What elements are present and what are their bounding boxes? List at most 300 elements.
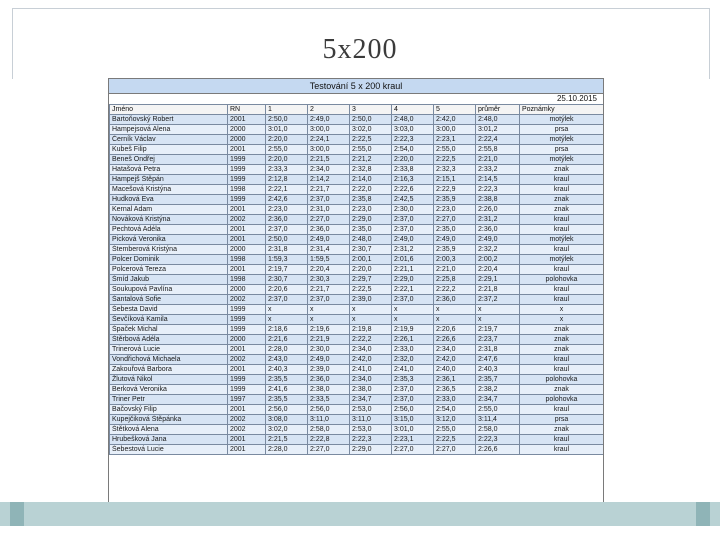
cell-value: 2:21,0 [476,155,520,165]
cell-value: 2:30,0 [392,205,434,215]
cell-value: 2:29,0 [350,445,392,455]
cell-note: znak [520,205,604,215]
table-row [110,445,604,455]
cell-value: 2:50,0 [350,115,392,125]
cell-value: 2:53,0 [350,425,392,435]
cell-name: Picková Veronika [110,235,228,245]
table-row [110,345,604,355]
cell-value: 2001 [228,145,266,155]
cell-note: znak [520,165,604,175]
cell-value: 1998 [228,185,266,195]
table-row [110,155,604,165]
cell-value: 2:34,0 [308,165,350,175]
cell-value: 2:55,0 [434,145,476,155]
cell-value: 2:33,2 [476,165,520,175]
cell-value: 2002 [228,415,266,425]
cell-value: 2:35,0 [434,225,476,235]
cell-value: 2000 [228,285,266,295]
cell-note: znak [520,325,604,335]
table-row [110,375,604,385]
cell-value: 2:29,0 [392,275,434,285]
cell-value: 1999 [228,385,266,395]
footer-mark-left [10,502,24,526]
cell-value: 2:33,8 [392,165,434,175]
col-header-average: průměr [476,105,520,115]
cell-name: Hampejsová Alena [110,125,228,135]
cell-value: 2:36,0 [434,295,476,305]
cell-value: 2:22,3 [476,435,520,445]
cell-value: 2:41,0 [392,365,434,375]
cell-value: 2:23,0 [266,205,308,215]
cell-value: 2000 [228,245,266,255]
cell-value: 2:21,7 [308,185,350,195]
cell-note: kraul [520,405,604,415]
col-header-3: 3 [350,105,392,115]
cell-value: 2:24,1 [308,135,350,145]
cell-value: 2:22,6 [392,185,434,195]
table-row [110,245,604,255]
cell-value: 2:53,0 [350,405,392,415]
cell-name: Šebestová Lucie [110,445,228,455]
cell-note: prsa [520,125,604,135]
cell-value: 2:27,0 [308,215,350,225]
cell-note: polohovka [520,395,604,405]
cell-value: 2:22,3 [392,135,434,145]
cell-value: 2:27,0 [308,445,350,455]
cell-value: 3:01,0 [392,425,434,435]
cell-value: 2:22,5 [434,435,476,445]
table-row [110,295,604,305]
cell-value: 2:47,6 [476,355,520,365]
cell-value: 2:33,0 [434,395,476,405]
cell-value: 1998 [228,255,266,265]
cell-value: 2:00,2 [476,255,520,265]
cell-value: 2:58,0 [308,425,350,435]
cell-value: x [392,305,434,315]
cell-value: 3:11,4 [476,415,520,425]
cell-value: 2:22,1 [392,285,434,295]
spreadsheet [108,78,604,526]
cell-name: Bačovský Filip [110,405,228,415]
cell-value: 2:56,0 [308,405,350,415]
cell-value: 2:40,3 [266,365,308,375]
cell-note: znak [520,425,604,435]
cell-value: 2:23,0 [434,205,476,215]
cell-value: 2:36,0 [308,225,350,235]
table-row [110,215,604,225]
cell-value: 2:29,7 [350,275,392,285]
cell-value: 2:34,0 [434,345,476,355]
cell-value: 2001 [228,115,266,125]
cell-value: 2:20,0 [392,155,434,165]
cell-value: 2:31,0 [308,205,350,215]
slide-title: 5x200 [322,34,398,65]
cell-value: 2:42,5 [392,195,434,205]
cell-value: 2:55,0 [476,405,520,415]
table-row [110,355,604,365]
cell-name: Šebesta David [110,305,228,315]
cell-name: Polcerová Tereza [110,265,228,275]
cell-value: 2:23,1 [392,435,434,445]
cell-note: kraul [520,225,604,235]
cell-value: 2:22,2 [434,285,476,295]
cell-value: 2:37,0 [392,215,434,225]
table-row [110,205,604,215]
cell-value: 2:20,6 [434,325,476,335]
cell-note: kraul [520,355,604,365]
cell-note: x [520,315,604,325]
cell-value: 1999 [228,155,266,165]
cell-value: 2:21,6 [266,335,308,345]
cell-note: polohovka [520,375,604,385]
cell-value: 2:49,0 [308,115,350,125]
cell-value: 2:35,0 [350,225,392,235]
cell-value: 2:36,1 [434,375,476,385]
cell-value: 3:03,0 [392,125,434,135]
col-header-year: RN [228,105,266,115]
cell-value: 2:22,3 [350,435,392,445]
cell-value: 2002 [228,215,266,225]
cell-value: 2:54,0 [434,405,476,415]
cell-name: Šantalová Sofie [110,295,228,305]
cell-note: motýlek [520,115,604,125]
cell-value: 2:37,0 [266,225,308,235]
cell-value: x [392,315,434,325]
cell-value: 2:58,0 [476,425,520,435]
cell-value: 2:14,0 [350,175,392,185]
cell-value: 2:55,0 [434,425,476,435]
cell-name: Bartoňovský Robert [110,115,228,125]
cell-value: 2:42,0 [434,115,476,125]
table-row [110,305,604,315]
cell-value: 1999 [228,195,266,205]
cell-value: 2:49,0 [308,235,350,245]
table-body [110,115,604,455]
cell-value: 2:35,7 [476,375,520,385]
cell-value: 2:31,2 [392,245,434,255]
cell-value: 2:37,0 [392,225,434,235]
cell-value: 2:33,0 [392,345,434,355]
cell-name: Hampejš Štěpán [110,175,228,185]
cell-value: 2:28,0 [266,445,308,455]
table-row [110,195,604,205]
cell-value: 2:33,5 [308,395,350,405]
cell-value: 2:22,1 [266,185,308,195]
results-table [109,104,604,455]
col-header-2: 2 [308,105,350,115]
cell-value: 2:19,7 [266,265,308,275]
cell-name: Triner Petr [110,395,228,405]
cell-value: 2:39,0 [350,295,392,305]
cell-value: 2:55,0 [350,145,392,155]
cell-value: 2:43,0 [266,355,308,365]
table-row [110,115,604,125]
cell-value: 2:38,8 [476,195,520,205]
cell-value: 1:59,5 [308,255,350,265]
cell-value: 3:08,0 [266,415,308,425]
cell-value: 2:14,5 [476,175,520,185]
cell-value: 2000 [228,335,266,345]
cell-value: 2:15,1 [434,175,476,185]
cell-value: 2:37,0 [308,195,350,205]
cell-value: 3:00,0 [308,145,350,155]
cell-note: kraul [520,215,604,225]
cell-note: prsa [520,415,604,425]
cell-value: 2:26,6 [476,445,520,455]
cell-value: 2:31,4 [308,245,350,255]
cell-value: 2:35,8 [350,195,392,205]
cell-name: Trinerová Lucie [110,345,228,355]
cell-value: 2:28,0 [266,345,308,355]
cell-value: 2:19,9 [392,325,434,335]
cell-name: Hudková Eva [110,195,228,205]
cell-value: 2:20,4 [308,265,350,275]
cell-value: 2:42,6 [266,195,308,205]
cell-value: 2:48,0 [350,235,392,245]
cell-value: 2:23,1 [434,135,476,145]
cell-name: Pechtová Adéla [110,225,228,235]
cell-value: x [266,305,308,315]
cell-value: 1:59,3 [266,255,308,265]
cell-value: 2:41,0 [350,365,392,375]
cell-value: 2:39,0 [308,365,350,375]
cell-value: 3:02,0 [266,425,308,435]
cell-value: 2002 [228,425,266,435]
cell-value: 2:27,0 [434,215,476,225]
cell-value: 2:55,0 [266,145,308,155]
cell-note: kraul [520,245,604,255]
cell-value: 1999 [228,375,266,385]
cell-value: 2:50,0 [266,115,308,125]
cell-value: 2001 [228,445,266,455]
table-row [110,325,604,335]
table-row [110,175,604,185]
cell-value: x [308,305,350,315]
cell-value: 2:48,0 [476,115,520,125]
cell-name: Štemberová Kristýna [110,245,228,255]
cell-value: 1997 [228,395,266,405]
cell-value: 2:22,4 [476,135,520,145]
cell-value: 2:30,3 [308,275,350,285]
cell-value: 2:20,4 [476,265,520,275]
cell-value: 2:36,0 [308,375,350,385]
cell-value: 2:20,0 [266,155,308,165]
col-header-4: 4 [392,105,434,115]
cell-value: 2:30,0 [308,345,350,355]
table-row [110,415,604,425]
cell-value: 2:21,5 [308,155,350,165]
cell-value: 2:36,5 [434,385,476,395]
cell-name: Nováková Kristýna [110,215,228,225]
cell-value: 2000 [228,135,266,145]
cell-value: 2:38,2 [476,385,520,395]
cell-value: 2002 [228,355,266,365]
cell-value: 2:32,0 [392,355,434,365]
cell-value: 2:49,0 [434,235,476,245]
cell-note: polohovka [520,275,604,285]
cell-value: 2:22,0 [350,185,392,195]
cell-value: 2:49,0 [476,235,520,245]
cell-note: kraul [520,285,604,295]
cell-value: 2:22,5 [350,135,392,145]
table-row [110,395,604,405]
cell-value: 2:31,8 [476,345,520,355]
cell-value: 2001 [228,345,266,355]
table-row [110,145,604,155]
cell-value: 2:40,3 [476,365,520,375]
cell-value: 2:20,0 [266,135,308,145]
cell-value: 2:16,3 [392,175,434,185]
cell-value: 2:27,0 [392,445,434,455]
cell-name: Žlutová Nikol [110,375,228,385]
cell-value: 3:11,0 [350,415,392,425]
cell-value: x [308,315,350,325]
cell-value: x [350,305,392,315]
cell-name: Beneš Ondřej [110,155,228,165]
cell-value: 2:22,2 [350,335,392,345]
cell-value: 2:27,0 [434,445,476,455]
cell-value: 2:22,3 [476,185,520,195]
cell-value: 2:25,8 [434,275,476,285]
table-row [110,125,604,135]
cell-value: 2:54,0 [392,145,434,155]
cell-name: Štětková Alena [110,425,228,435]
cell-value: 2:37,0 [392,295,434,305]
table-row [110,385,604,395]
cell-value: 2:29,1 [476,275,520,285]
cell-value: 2:32,8 [350,165,392,175]
cell-value: 2:38,0 [350,385,392,395]
cell-name: Hrubešková Jana [110,435,228,445]
table-row [110,315,604,325]
table-row [110,435,604,445]
cell-value: 2:30,7 [350,245,392,255]
header-row [110,105,604,115]
cell-value: 1999 [228,325,266,335]
table-row [110,275,604,285]
cell-value: 2:55,8 [476,145,520,155]
cell-name: Ševčíková Kamila [110,315,228,325]
cell-value: 2000 [228,125,266,135]
cell-value: 2:22,5 [434,155,476,165]
cell-value: 2:34,0 [350,375,392,385]
cell-note: prsa [520,145,604,155]
cell-name: Kupejčiková Štěpánka [110,415,228,425]
cell-note: znak [520,345,604,355]
cell-value: 1999 [228,305,266,315]
cell-value: 3:00,0 [308,125,350,135]
table-row [110,255,604,265]
cell-value: 2:33,3 [266,165,308,175]
col-header-5: 5 [434,105,476,115]
cell-value: x [266,315,308,325]
cell-name: Štěrbová Adéla [110,335,228,345]
cell-name: Černík Václav [110,135,228,145]
table-row [110,285,604,295]
cell-value: 2:36,0 [476,225,520,235]
cell-name: Šmíd Jakub [110,275,228,285]
cell-name: Kubeš Filip [110,145,228,155]
cell-note: znak [520,195,604,205]
cell-value: 2:12,8 [266,175,308,185]
cell-value: 2:21,0 [434,265,476,275]
cell-value: 2:56,0 [266,405,308,415]
cell-value: 2001 [228,365,266,375]
cell-value: 3:02,0 [350,125,392,135]
cell-value: 2:49,0 [308,355,350,365]
cell-note: kraul [520,435,604,445]
cell-value: 2:37,0 [392,385,434,395]
cell-note: kraul [520,185,604,195]
cell-note: motýlek [520,155,604,165]
cell-value: 2:01,6 [392,255,434,265]
cell-value: 2:35,5 [266,395,308,405]
cell-value: 2:34,0 [350,345,392,355]
table-row [110,135,604,145]
cell-value: 2:32,2 [476,245,520,255]
cell-value: 2:22,5 [350,285,392,295]
cell-value: 2:37,0 [308,295,350,305]
cell-value: 2:35,5 [266,375,308,385]
cell-value: 2:42,0 [350,355,392,365]
cell-value: 2:21,2 [350,155,392,165]
cell-note: kraul [520,265,604,275]
cell-value: 2:50,0 [266,235,308,245]
cell-name: Soukupová Pavlína [110,285,228,295]
cell-note: motýlek [520,235,604,245]
cell-value: 3:12,0 [434,415,476,425]
cell-value: 2:40,0 [434,365,476,375]
cell-note: kraul [520,445,604,455]
cell-value: 2:29,0 [350,215,392,225]
cell-value: x [476,315,520,325]
footer-mark-right [696,502,710,526]
cell-value: x [434,305,476,315]
cell-value: 2:31,8 [266,245,308,255]
cell-value: 2:37,0 [266,295,308,305]
cell-value: 3:15,0 [392,415,434,425]
cell-value: 2:18,6 [266,325,308,335]
table-row [110,425,604,435]
table-row [110,225,604,235]
cell-note: motýlek [520,255,604,265]
cell-value: 2:00,1 [350,255,392,265]
cell-value: 2:23,7 [476,335,520,345]
cell-note: kraul [520,295,604,305]
cell-value: 2:19,6 [308,325,350,335]
table-row [110,235,604,245]
cell-value: 2:49,0 [392,235,434,245]
cell-value: 3:11,0 [308,415,350,425]
cell-name: Polcer Dominik [110,255,228,265]
cell-value: 2:19,7 [476,325,520,335]
cell-value: 2:34,7 [350,395,392,405]
cell-value: 2:36,0 [266,215,308,225]
cell-value: 2001 [228,265,266,275]
cell-note: znak [520,385,604,395]
cell-name: Berková Veronika [110,385,228,395]
cell-value: 2:26,1 [392,335,434,345]
cell-value: 3:01,2 [476,125,520,135]
cell-value: 2:14,2 [308,175,350,185]
cell-value: 1999 [228,165,266,175]
cell-name: Kernal Adam [110,205,228,215]
cell-value: 2001 [228,405,266,415]
cell-value: 2:31,2 [476,215,520,225]
cell-name: Macešová Kristýna [110,185,228,195]
cell-value: 2:20,0 [350,265,392,275]
cell-value: 2:19,8 [350,325,392,335]
